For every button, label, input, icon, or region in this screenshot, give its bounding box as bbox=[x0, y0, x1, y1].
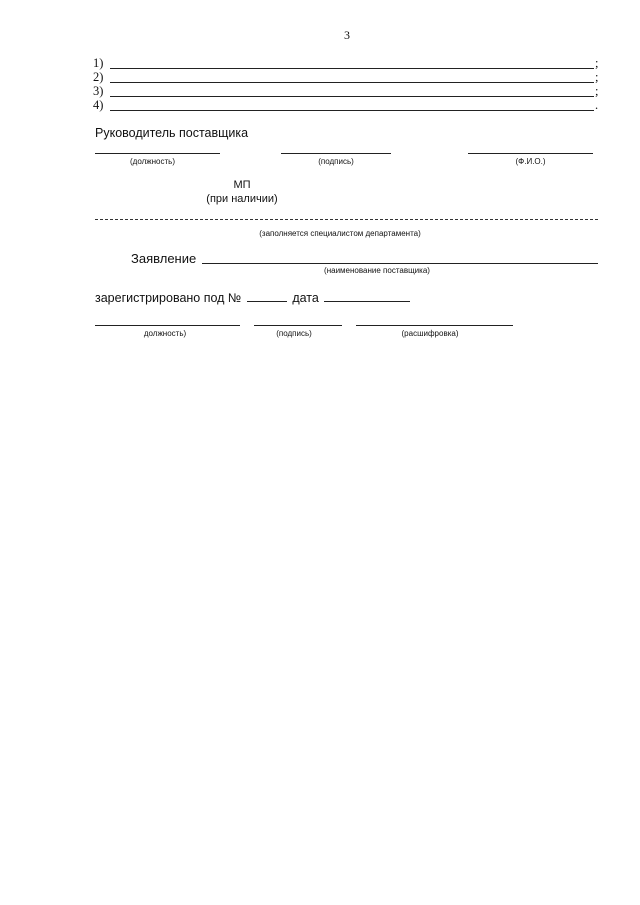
manager-heading: Руководитель поставщика bbox=[95, 126, 249, 140]
manager-name-line bbox=[468, 153, 593, 154]
list-item-blank-line bbox=[110, 68, 594, 69]
list-item-blank-line bbox=[110, 110, 594, 111]
registrar-signature-line bbox=[254, 325, 342, 326]
department-separator-line bbox=[95, 219, 598, 220]
page-number: 3 bbox=[344, 28, 350, 42]
list-item-terminator: ; bbox=[595, 56, 599, 70]
stamp-label: МП bbox=[233, 179, 251, 191]
list-item-terminator: ; bbox=[595, 84, 599, 98]
list-item-terminator: . bbox=[595, 98, 599, 112]
manager-position-line bbox=[95, 153, 220, 154]
registration-line bbox=[95, 290, 412, 305]
registrar-decoding-line bbox=[356, 325, 513, 326]
registration-date-blank bbox=[324, 290, 410, 302]
manager-signature-line bbox=[281, 153, 391, 154]
registrar-position-caption: должность) bbox=[143, 329, 187, 338]
statement-label: Заявление bbox=[131, 251, 197, 266]
registrar-position-line bbox=[95, 325, 240, 326]
department-note: (заполняется специалистом департамента) bbox=[259, 229, 421, 238]
list-item-number: 2) bbox=[93, 70, 104, 84]
registrar-signature-caption: (подпись) bbox=[276, 329, 312, 338]
list-item-blank-line bbox=[110, 82, 594, 83]
stamp-condition: (при наличии) bbox=[206, 193, 278, 205]
list-item-number: 1) bbox=[93, 56, 104, 70]
manager-name-caption: (Ф.И.О.) bbox=[515, 157, 546, 166]
list-item-number: 4) bbox=[93, 98, 104, 112]
registration-date-label: дата bbox=[292, 291, 319, 305]
supplier-name-caption: (наименование поставщика) bbox=[324, 266, 430, 275]
list-item-blank-line bbox=[110, 96, 594, 97]
registration-text: зарегистрировано под № bbox=[95, 291, 242, 305]
manager-position-caption: (должность) bbox=[130, 157, 175, 166]
manager-signature-caption: (подпись) bbox=[318, 157, 354, 166]
list-item-terminator: ; bbox=[595, 70, 599, 84]
list-item-number: 3) bbox=[93, 84, 104, 98]
registrar-decoding-caption: (расшифровка) bbox=[401, 329, 459, 338]
supplier-name-line bbox=[202, 263, 598, 264]
registration-number-blank bbox=[247, 290, 287, 302]
